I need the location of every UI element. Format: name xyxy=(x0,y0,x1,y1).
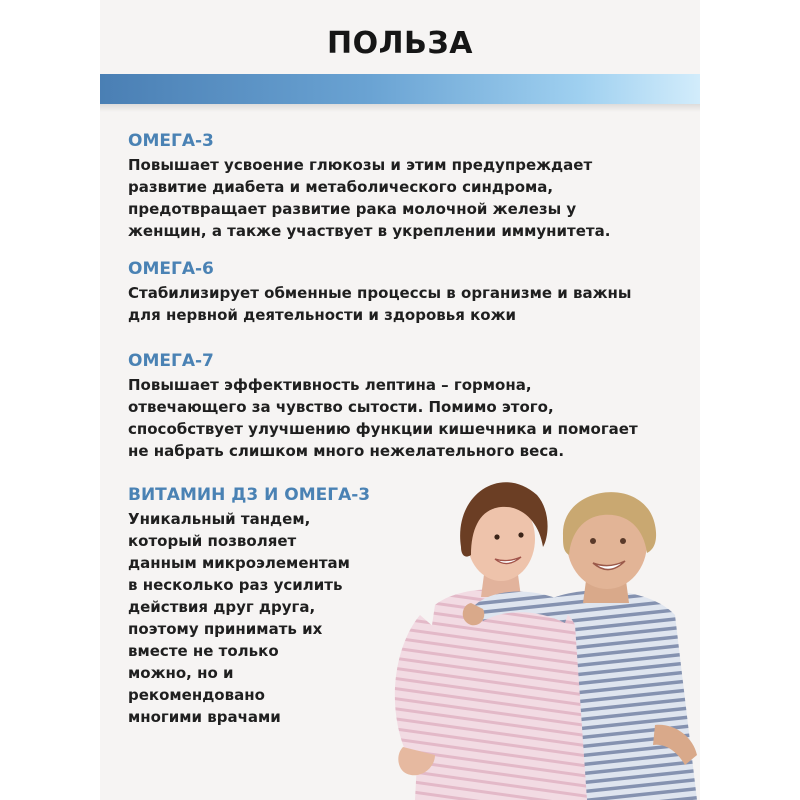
section-text: Уникальный тандем, который позволяет данным микроэлементам в несколько раз усилить действия друг друга, поэтому принимать их вместе не только можно, но и рекомендовано многими врачами xyxy=(128,510,350,726)
two-women-photo xyxy=(325,455,700,800)
section-omega-7 xyxy=(128,350,688,462)
band-shadow xyxy=(100,104,700,112)
section-heading: ОМЕГА-3 xyxy=(128,131,214,151)
page-title: ПОЛЬЗА xyxy=(327,26,473,61)
section-heading: ОМЕГА-7 xyxy=(128,351,214,371)
section-text: Стабилизирует обменные процессы в организме и важны для нервной деятельности и здоровья кожи xyxy=(128,284,632,324)
section-omega-6 xyxy=(128,258,688,326)
decorative-gradient-band xyxy=(100,74,700,104)
section-heading: ВИТАМИН Д3 И ОМЕГА-3 xyxy=(128,485,371,505)
section-text: Повышает усвоение глюкозы и этим предупреждает развитие диабета и метаболического синдрома, предотвращает развитие рака молочной железы у женщин, а также участвует в укреплении иммунитета. xyxy=(128,156,611,240)
benefits-page xyxy=(100,0,700,800)
section-heading: ОМЕГА-6 xyxy=(128,259,214,279)
section-text: Повышает эффективность лептина – гормона, отвечающего за чувство сытости. Помимо этого, способствует улучшению функции кишечника и помогает не набрать слишком много нежелательного веса. xyxy=(128,376,638,460)
section-omega-3 xyxy=(128,130,688,242)
